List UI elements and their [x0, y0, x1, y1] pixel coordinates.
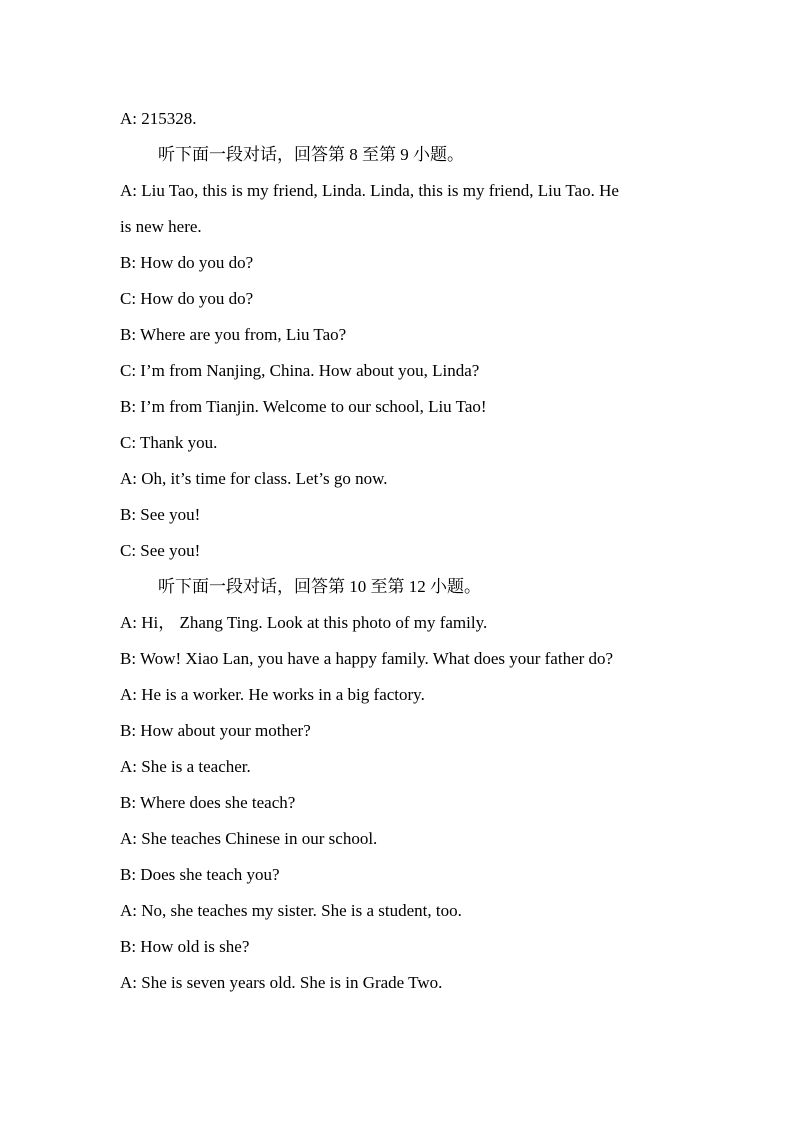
dialogue-line: A: Hi， Zhang Ting. Look at this photo of my family.	[120, 613, 488, 632]
section-instruction-10-12: 听下面一段对话，回答第 10 至第 12 小题。	[158, 577, 481, 596]
dialogue-line: B: How old is she?	[120, 937, 250, 956]
dialogue-line: C: Thank you.	[120, 433, 218, 452]
dialogue-line: A: No, she teaches my sister. She is a student, too.	[120, 901, 462, 920]
dialogue-line: is new here.	[120, 217, 202, 236]
section-instruction-8-9: 听下面一段对话，回答第 8 至第 9 小题。	[158, 145, 464, 164]
transcript-body	[120, 101, 680, 1001]
dialogue-line: C: How do you do?	[120, 289, 254, 308]
dialogue-line: C: See you!	[120, 541, 201, 560]
dialogue-line: B: How about your mother?	[120, 721, 311, 740]
dialogue-line: A: He is a worker. He works in a big factory.	[120, 685, 425, 704]
dialogue-line: A: She is seven years old. She is in Grade Two.	[120, 973, 443, 992]
dialogue-line: B: See you!	[120, 505, 201, 524]
dialogue-line: B: I’m from Tianjin. Welcome to our school, Liu Tao!	[120, 397, 487, 416]
dialogue-line: B: Does she teach you?	[120, 865, 280, 884]
dialogue-line: B: Where does she teach?	[120, 793, 296, 812]
dialogue-line: A: She is a teacher.	[120, 757, 251, 776]
dialogue-line: B: How do you do?	[120, 253, 254, 272]
dialogue-line: B: Wow! Xiao Lan, you have a happy family. What does your father do?	[120, 649, 614, 668]
dialogue-line: B: Where are you from, Liu Tao?	[120, 325, 347, 344]
dialogue-line: A: She teaches Chinese in our school.	[120, 829, 378, 848]
dialogue-line: A: Oh, it’s time for class. Let’s go now.	[120, 469, 388, 488]
dialogue-line: A: Liu Tao, this is my friend, Linda. Linda, this is my friend, Liu Tao. He	[120, 181, 619, 200]
dialogue-line: C: I’m from Nanjing, China. How about you, Linda?	[120, 361, 480, 380]
answer-line: A: 215328.	[120, 109, 197, 128]
